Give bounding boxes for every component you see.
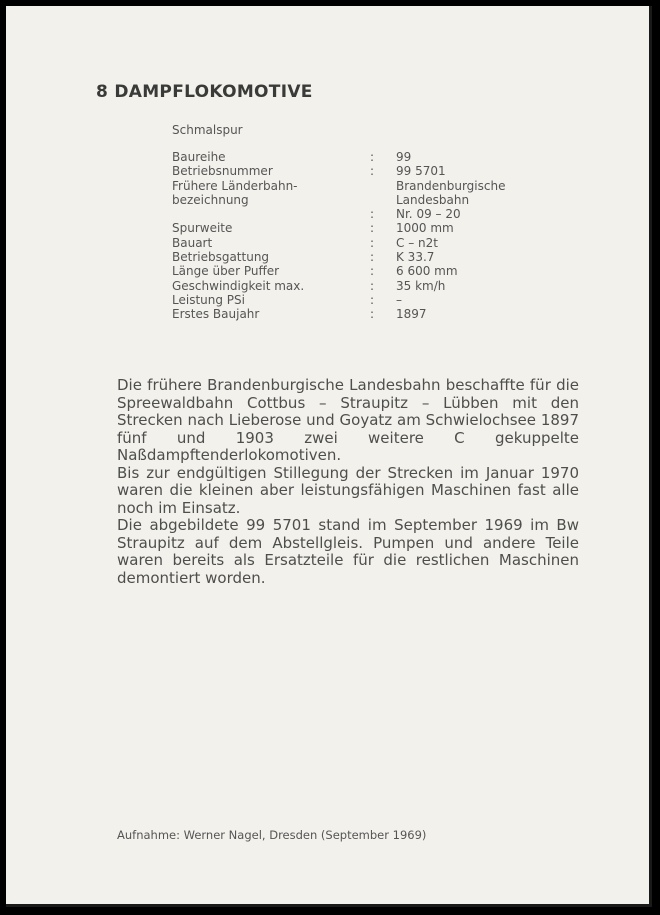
spec-value: C – n2t — [396, 235, 438, 250]
spec-row — [172, 164, 536, 178]
spec-colon: : — [370, 264, 375, 279]
spec-value: 99 5701 — [396, 164, 446, 179]
spec-label: Erstes Baujahr — [172, 307, 260, 322]
description-paragraph: Die frühere Brandenburgische Landesbahn beschaffte für die Spreewaldbahn Cottbus – Straupitz – Lübben mit den Strecken nach Lieberose und Goyatz am Schwielochsee 1897 fünf und 1903 zwei weitere C gekuppelte Naßdampftenderlokomotiven. — [117, 376, 579, 464]
spec-row — [172, 221, 536, 235]
spec-value: 1000 mm — [396, 221, 454, 236]
spec-value: 35 km/h — [396, 278, 446, 293]
page-title: 8 DAMPFLOKOMOTIVE — [96, 82, 313, 102]
spec-colon: : — [370, 250, 375, 265]
spec-value: Landesbahn — [396, 192, 470, 207]
spec-label: Betriebsgattung — [172, 250, 270, 265]
gauge-subtitle: Schmalspur — [172, 123, 243, 137]
spec-colon — [370, 179, 396, 193]
spec-label: Baureihe — [172, 150, 226, 164]
description-text — [117, 377, 579, 587]
spec-label: Leistung PSi — [172, 292, 245, 307]
spec-row — [172, 250, 536, 264]
spec-row — [172, 236, 536, 250]
spec-colon: : — [370, 292, 375, 307]
spec-row — [172, 264, 536, 278]
spec-label: Frühere Länderbahn- — [172, 178, 298, 193]
spec-colon: : — [370, 235, 375, 250]
spec-label — [172, 207, 370, 221]
spec-row — [172, 193, 536, 207]
spec-label: Länge über Puffer — [172, 264, 280, 279]
spec-value: Nr. 09 – 20 — [396, 207, 461, 222]
spec-colon — [370, 193, 396, 207]
spec-label: Betriebsnummer — [172, 164, 273, 179]
spec-colon: : — [370, 307, 375, 322]
spec-value: 1897 — [396, 307, 427, 322]
spec-row — [172, 279, 536, 293]
spec-value: 6 600 mm — [396, 264, 458, 279]
spec-value: Brandenburgische — [396, 178, 506, 193]
spec-row — [172, 293, 536, 307]
spec-row — [172, 150, 536, 164]
spec-row — [172, 207, 536, 221]
spec-value: 99 — [396, 150, 412, 164]
description-paragraph: Die abgebildete 99 5701 stand im September 1969 im Bw Straupitz auf dem Abstellgleis. Pumpen und andere Teile waren bereits als Ersatzteile für die restlichen Maschinen demontiert worden. — [117, 516, 579, 587]
spec-label: bezeichnung — [172, 192, 249, 207]
spec-value: K 33.7 — [396, 250, 435, 265]
description-paragraph: Bis zur endgültigen Stillegung der Strecken im Januar 1970 waren die kleinen aber leistungsfähigen Maschinen fast alle noch im Einsatz. — [117, 463, 579, 517]
spec-label: Geschwindigkeit max. — [172, 278, 305, 293]
spec-colon: : — [370, 221, 375, 236]
spec-label: Spurweite — [172, 221, 233, 236]
spec-colon: : — [370, 207, 375, 222]
spec-value: – — [396, 292, 402, 307]
photo-credit: Aufnahme: Werner Nagel, Dresden (September 1969) — [117, 828, 427, 842]
spec-row — [172, 307, 536, 321]
spec-colon: : — [370, 278, 375, 293]
postcard-back — [6, 6, 652, 907]
spec-table — [172, 150, 536, 322]
spec-row — [172, 179, 536, 193]
spec-colon: : — [370, 164, 375, 179]
spec-label: Bauart — [172, 235, 213, 250]
spec-colon: : — [370, 150, 375, 164]
